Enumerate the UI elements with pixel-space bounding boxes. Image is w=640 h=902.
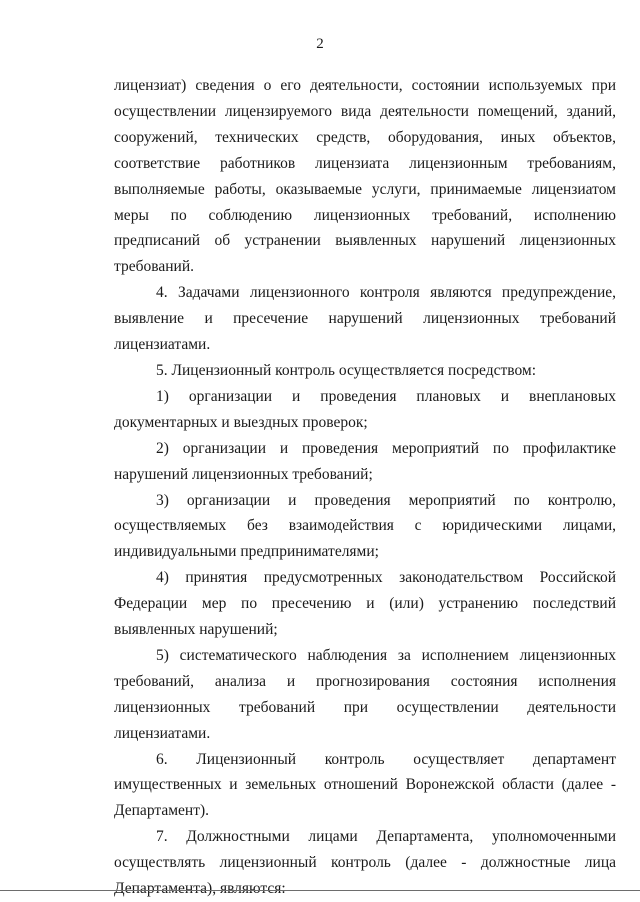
list-item-5-2: 2) организации и проведения мероприятий по профилактике нарушений лицензионных требований;	[114, 439, 616, 483]
page-number: 2	[316, 36, 324, 52]
paragraph-item-5: 5. Лицензионный контроль осуществляется посредством:	[156, 361, 537, 379]
list-item-5-1: 1) организации и проведения плановых и внеплановых документарных и выездных проверок;	[114, 387, 616, 431]
paragraph-item-7: 7. Должностными лицами Департамента, уполномоченными осуществлять лицензионный контроль (далее - должностные лица Департамента), являются:	[114, 828, 616, 898]
body-text	[114, 73, 616, 902]
paragraph-continuation: лицензиат) сведения о его деятельности, состоянии используемых при осуществлении лицензируемого вида деятельности помещений, зданий, сооружений, технических средств, оборудования, иных объектов, соответствие работников лицензиата лицензионным требованиям, выполняемые работы, оказываемые услуги, принимаемые лицензиатом меры по соблюдению лицензионных требований, исполнению предписаний об устранении выявленных нарушений лицензионных требований.	[114, 77, 616, 276]
list-item-5-5: 5) систематического наблюдения за исполнением лицензионных требований, анализа и прогнозирования состояния исполнения лицензионных требований при осуществлении деятельности лицензиатами.	[114, 646, 616, 742]
bottom-divider	[0, 890, 640, 891]
list-item-5-3: 3) организации и проведения мероприятий по контролю, осуществляемых без взаимодействия с юридическими лицами, индивидуальными предпринимателями;	[114, 491, 616, 561]
paragraph-item-4: 4. Задачами лицензионного контроля являются предупреждение, выявление и пресечение нарушений лицензионных требований лицензиатами.	[114, 284, 616, 354]
list-item-5-4: 4) принятия предусмотренных законодательством Российской Федерации мер по пресечению и (или) устранению последствий выявленных нарушений;	[114, 569, 616, 639]
paragraph-item-6: 6. Лицензионный контроль осуществляет департамент имущественных и земельных отношений Воронежской области (далее - Департамент).	[114, 750, 616, 820]
